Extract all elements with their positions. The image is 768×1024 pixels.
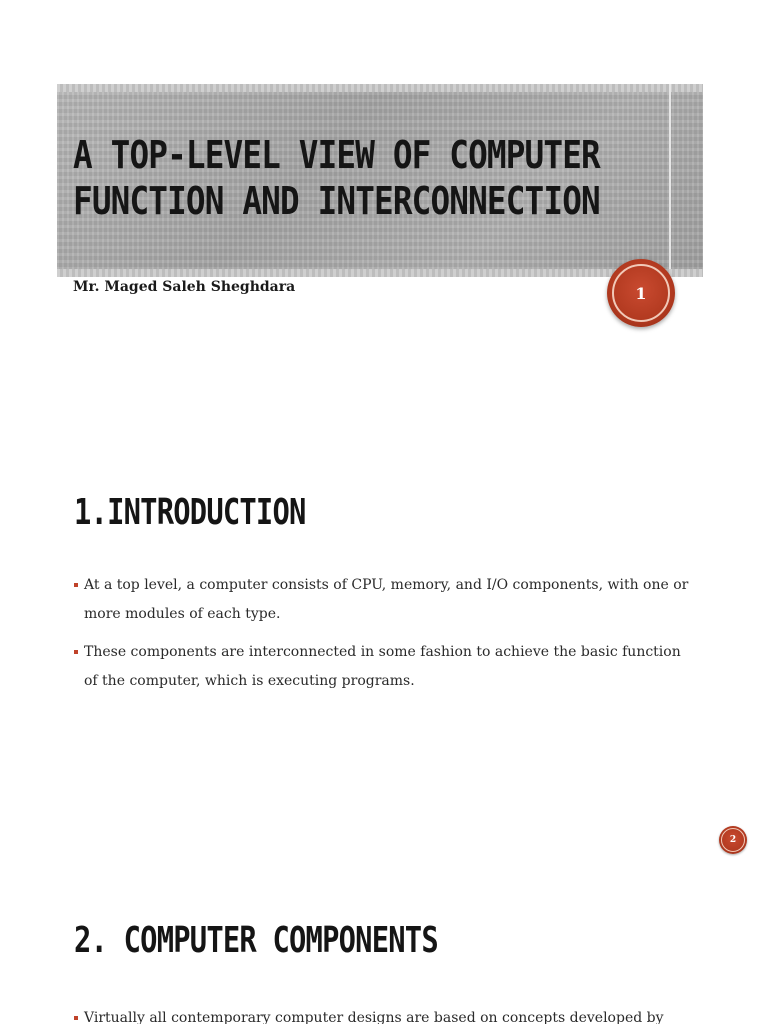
page-number-badge xyxy=(607,259,675,327)
slide-3 xyxy=(0,880,768,1024)
slide-title-line-2: FUNCTION AND INTERCONNECTION xyxy=(73,179,600,223)
section-heading: 1.INTRODUCTION xyxy=(74,492,306,533)
slide-1 xyxy=(0,0,768,440)
bullet-list xyxy=(74,1004,714,1024)
page-number: 1 xyxy=(635,283,647,303)
bullet-marker-icon xyxy=(74,583,78,587)
author-name: Mr. Maged Saleh Sheghdara xyxy=(73,279,296,295)
bullet-text: These components are interconnected in some fashion to achieve the basic function of the computer, which is executing programs. xyxy=(84,644,681,689)
banner-divider xyxy=(669,84,671,277)
title-banner xyxy=(57,84,703,277)
slide-title-line-1: A TOP-LEVEL VIEW OF COMPUTER xyxy=(73,133,600,177)
slide-2 xyxy=(0,440,768,880)
bullet-text: Virtually all contemporary computer designs are based on concepts developed by xyxy=(84,1010,664,1024)
slide-title xyxy=(73,132,600,224)
bullet-list xyxy=(74,571,694,705)
bullet-marker-icon xyxy=(74,650,78,654)
bullet-item xyxy=(74,571,694,629)
page-number: 2 xyxy=(729,835,737,845)
banner-stripe-top xyxy=(57,84,703,92)
page-number-badge xyxy=(719,826,747,854)
bullet-marker-icon xyxy=(74,1016,78,1020)
bullet-text: At a top level, a computer consists of CPU, memory, and I/O components, with one or more modules of each type. xyxy=(84,577,689,622)
bullet-item xyxy=(74,1004,714,1024)
bullet-item xyxy=(74,638,694,696)
section-heading: 2. COMPUTER COMPONENTS xyxy=(74,920,438,961)
